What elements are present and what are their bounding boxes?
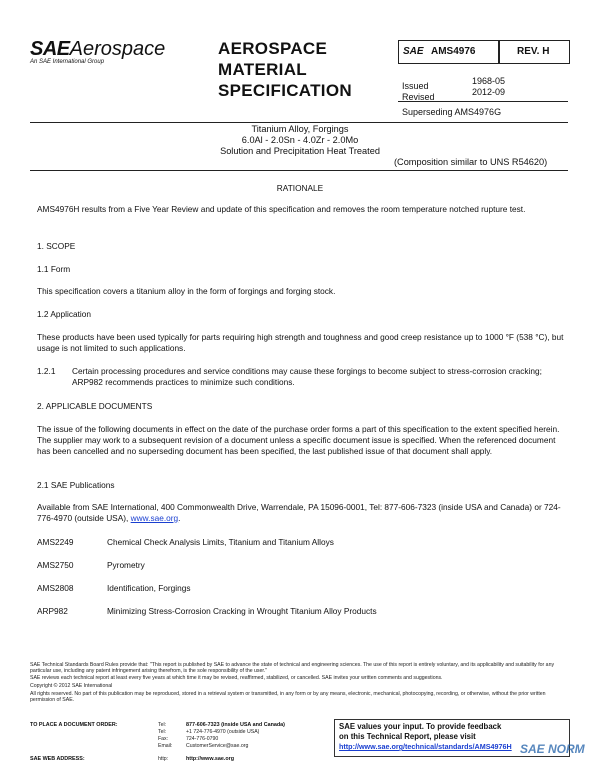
superseding: Superseding AMS4976G — [402, 107, 502, 117]
title-line-1: AEROSPACE — [218, 39, 328, 58]
reference-code: AMS2808 — [37, 583, 74, 593]
logo-sae-text: SAE — [30, 38, 70, 60]
reference-code: ARP982 — [37, 606, 68, 616]
reference-title: Chemical Check Analysis Limits, Titanium and Titanium Alloys — [107, 537, 334, 547]
header-rule — [398, 101, 568, 102]
subject-block — [130, 124, 470, 157]
rationale-text: AMS4976H results from a Five Year Review and update of this specification and removes the room temperature notched rupture test. — [37, 204, 526, 214]
footer-rights-text: All rights reserved. No part of this publication may be reproduced, stored in a retrieval system or transmitted, in any form or by any means, electronic, mechanical, photocopying, recording, or otherwise, without the prior written permission of SAE. — [30, 691, 546, 704]
subject-composition: (Composition similar to UNS R54620) — [394, 157, 548, 167]
revised-label: Revised — [402, 92, 435, 102]
sae-publications-text: Available from SAE International, 400 Commonwealth Drive, Warrendale, PA 15096-0001, Tel: 877-606-7323 (inside USA and Canada) or 724-776-4970 (outside USA), — [37, 502, 561, 523]
feedback-link[interactable]: http://www.sae.org/technical/standards/AMS4976H — [339, 742, 512, 751]
fax-value: 724-776-0790 — [186, 736, 219, 742]
section-2-heading: 2. APPLICABLE DOCUMENTS — [37, 401, 153, 411]
revised-date: 2012-09 — [472, 87, 506, 97]
section-1-2-text: These products have been used typically for parts requiring high strength and toughness and good creep resistance up to 1000 °F (538 °C), but usage is not limited to such applications. — [37, 332, 564, 353]
reference-row — [37, 606, 377, 616]
sae-logo — [30, 38, 190, 65]
section-2-1-text: Available from SAE International, 400 Commonwealth Drive, Warrendale, PA 15096-0001, Tel: 877-606-7323 (inside USA and Canada) or 724-776-4970 (outside USA), www.sae.org. — [37, 502, 561, 523]
doc-type-title — [218, 38, 378, 101]
subject-bottom-rule — [30, 170, 568, 171]
logo-aerospace-text: Aerospace — [69, 38, 166, 60]
tel2-label: Tel: — [158, 729, 167, 735]
title-line-3: SPECIFICATION — [218, 81, 352, 100]
doc-number: AMS4976 — [431, 46, 476, 57]
section-2-text: The issue of the following documents in effect on the date of the purchase order forms a part of this specification to the extent specified herein. The supplier may work to a subsequent revision of a document unless a specific document issue is specified. When the referenced document has been cancelled and no superseding document has been specified, the last published issue of that document shall apply. — [37, 424, 560, 456]
section-1-2-1-text: Certain processing procedures and service conditions may cause these forgings to become subject to stress-corrosion cracking; ARP982 recommends practices to minimize such conditions. — [72, 366, 542, 387]
email-value: CustomerService@sae.org — [186, 743, 249, 749]
fax-label: Fax: — [158, 736, 169, 742]
section-1-2-heading: 1.2 Application — [37, 309, 91, 319]
order-label: TO PLACE A DOCUMENT ORDER: — [30, 722, 118, 728]
revision-box — [498, 40, 570, 64]
subject-line-2: 6.0Al - 2.0Sn - 4.0Zr - 2.0Mo — [241, 135, 359, 145]
feedback-line-1: SAE values your input. To provide feedback — [339, 722, 502, 731]
reference-row — [37, 560, 145, 570]
footer-rules-text: SAE Technical Standards Board Rules provide that: "This report is published by SAE to advance the state of technical and engineering sciences. The use of this report is entirely voluntary, and its applicability and suitability for any particular use, including any patent infringement arising therefrom, is the sole responsibility of the user." — [30, 662, 555, 675]
revised-row — [402, 87, 522, 105]
reference-row — [37, 537, 334, 547]
reference-row — [37, 583, 190, 593]
title-line-2: MATERIAL — [218, 60, 307, 79]
web-address-label: SAE WEB ADDRESS: — [30, 756, 85, 762]
reference-title: Pyrometry — [107, 560, 145, 570]
web-label: http: — [158, 756, 169, 762]
section-1-2-1-number: 1.2.1 — [37, 366, 56, 376]
subject-line-1: Titanium Alloy, Forgings — [251, 124, 349, 134]
logo-tagline: An SAE International Group — [30, 59, 105, 65]
section-2-1-heading: 2.1 SAE Publications — [37, 480, 115, 490]
sae-website-link[interactable]: www.sae.org — [130, 513, 179, 523]
section-1-heading: 1. SCOPE — [37, 241, 76, 251]
feedback-line-2: on this Technical Report, please visit — [339, 732, 476, 741]
rationale-heading: RATIONALE — [276, 183, 324, 193]
doc-sae-mark: SAE — [403, 46, 424, 57]
footer-copyright: Copyright © 2012 SAE International — [30, 682, 113, 689]
doc-number-box — [398, 40, 500, 64]
section-1-1-heading: 1.1 Form — [37, 264, 71, 274]
header-bottom-rule — [30, 122, 568, 123]
issued-label: Issued — [402, 81, 429, 91]
reference-code: AMS2249 — [37, 537, 74, 547]
footer-legal — [30, 662, 570, 704]
section-1-1-text: This specification covers a titanium alloy in the form of forgings and forging stock. — [37, 286, 336, 296]
subject-line-3: Solution and Precipitation Heat Treated — [220, 146, 380, 156]
tel-value: 877-606-7323 (inside USA and Canada) — [186, 722, 285, 728]
revision-label: REV. H — [517, 46, 550, 57]
reference-code: AMS2750 — [37, 560, 74, 570]
footer-review-text: SAE reviews each technical report at least every five years at which time it may be revised, reaffirmed, stabilized, or cancelled. SAE invites your written comments and suggestions. — [30, 674, 443, 681]
tel-label: Tel: — [158, 722, 167, 728]
email-label: Email: — [158, 743, 173, 749]
reference-title: Identification, Forgings — [107, 583, 191, 593]
reference-title: Minimizing Stress-Corrosion Cracking in Wrought Titanium Alloy Products — [107, 606, 377, 616]
tel2-value: +1 724-776-4970 (outside USA) — [186, 729, 260, 735]
watermark: SAE NORM — [520, 742, 585, 756]
web-value[interactable]: http://www.sae.org — [186, 756, 235, 762]
issued-date: 1968-05 — [472, 76, 506, 86]
